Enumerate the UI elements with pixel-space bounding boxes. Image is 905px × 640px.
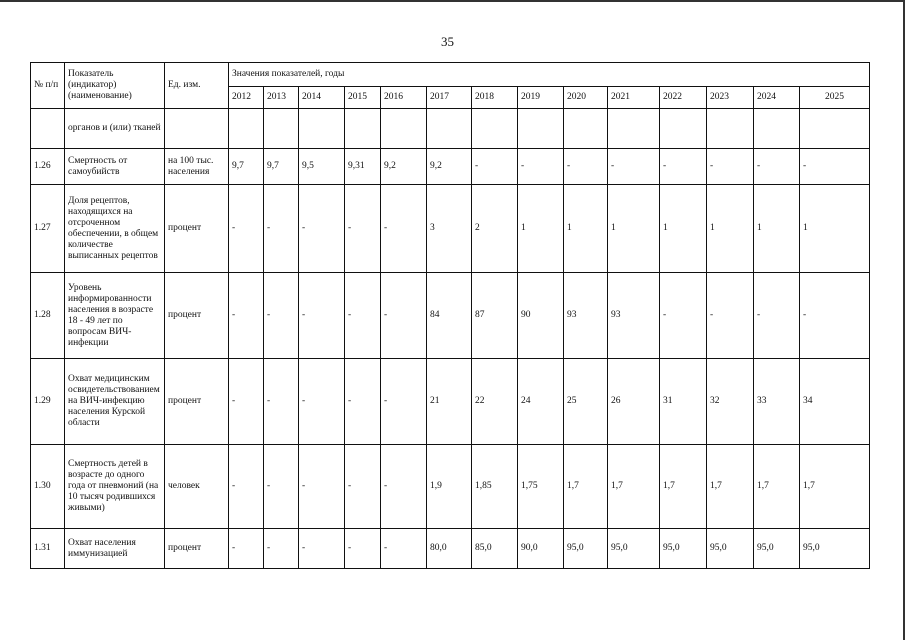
row-value-2017: 1,9 — [427, 445, 472, 529]
row-value-2014 — [299, 109, 345, 149]
page-number: 35 — [441, 34, 454, 49]
row-value-2017: 3 — [427, 185, 472, 273]
row-value-2015: - — [345, 359, 381, 445]
row-value-2013: - — [264, 185, 299, 273]
row-number: 1.29 — [31, 359, 65, 445]
row-value-2023: 1,7 — [707, 445, 754, 529]
row-value-2025 — [800, 109, 870, 149]
table-row — [31, 445, 870, 529]
row-value-2023: 32 — [707, 359, 754, 445]
row-value-2025: 95,0 — [800, 529, 870, 569]
year-2023: 2023 — [707, 87, 754, 109]
row-value-2012: 9,7 — [229, 149, 264, 185]
row-indicator: Охват населения иммунизацией — [65, 529, 165, 569]
row-value-2021: 95,0 — [608, 529, 660, 569]
row-value-2013 — [264, 109, 299, 149]
row-value-2025: 1 — [800, 185, 870, 273]
row-value-2021: 93 — [608, 273, 660, 359]
row-value-2021: 26 — [608, 359, 660, 445]
row-unit: процент — [165, 529, 229, 569]
row-value-2023: 1 — [707, 185, 754, 273]
row-value-2019: 90 — [518, 273, 564, 359]
row-value-2021: 1,7 — [608, 445, 660, 529]
row-value-2021: 1 — [608, 185, 660, 273]
row-value-2020: 25 — [564, 359, 608, 445]
row-value-2018: 2 — [472, 185, 518, 273]
row-value-2024: 1,7 — [754, 445, 800, 529]
row-value-2020: 1 — [564, 185, 608, 273]
row-value-2017: 84 — [427, 273, 472, 359]
row-value-2016: - — [381, 185, 427, 273]
year-2022: 2022 — [660, 87, 707, 109]
row-value-2020: 1,7 — [564, 445, 608, 529]
row-value-2016: - — [381, 273, 427, 359]
row-indicator: Охват медицинским освидетельствованием на ВИЧ-инфекцию населения Курской области — [65, 359, 165, 445]
row-value-2013: - — [264, 273, 299, 359]
row-value-2012: - — [229, 529, 264, 569]
row-value-2014: - — [299, 359, 345, 445]
row-number: 1.30 — [31, 445, 65, 529]
row-unit — [165, 109, 229, 149]
header-num: № п/п — [31, 63, 65, 109]
table-row — [31, 529, 870, 569]
row-value-2024: - — [754, 273, 800, 359]
row-value-2018: - — [472, 149, 518, 185]
header-unit: Ед. изм. — [165, 63, 229, 109]
row-value-2015: - — [345, 445, 381, 529]
row-unit: процент — [165, 359, 229, 445]
row-value-2020: 93 — [564, 273, 608, 359]
row-value-2014: - — [299, 273, 345, 359]
row-value-2016: - — [381, 445, 427, 529]
row-value-2022: 1,7 — [660, 445, 707, 529]
row-value-2013: 9,7 — [264, 149, 299, 185]
row-value-2019: 24 — [518, 359, 564, 445]
row-value-2023: - — [707, 149, 754, 185]
row-value-2017: 21 — [427, 359, 472, 445]
indicators-table — [30, 62, 870, 569]
header-indicator: Показатель (индикатор) (наименование) — [65, 63, 165, 109]
row-number: 1.31 — [31, 529, 65, 569]
row-value-2012: - — [229, 445, 264, 529]
table-row — [31, 185, 870, 273]
row-unit: процент — [165, 273, 229, 359]
row-indicator: Смертность детей в возрасте до одного года от пневмоний (на 10 тысяч родившихся живыми) — [65, 445, 165, 529]
row-value-2016 — [381, 109, 427, 149]
row-value-2025: 1,7 — [800, 445, 870, 529]
row-value-2023: 95,0 — [707, 529, 754, 569]
row-value-2015: - — [345, 185, 381, 273]
row-number — [31, 109, 65, 149]
row-indicator: Доля рецептов, находящихся на отсроченном обеспечении, в общем количестве выписанных рецептов — [65, 185, 165, 273]
year-2024: 2024 — [754, 87, 800, 109]
table-row — [31, 109, 870, 149]
row-value-2013: - — [264, 529, 299, 569]
row-value-2025: - — [800, 273, 870, 359]
row-value-2012: - — [229, 359, 264, 445]
row-value-2019: 1 — [518, 185, 564, 273]
row-unit: на 100 тыс. населения — [165, 149, 229, 185]
row-value-2024: - — [754, 149, 800, 185]
row-value-2018: 22 — [472, 359, 518, 445]
row-value-2020: 95,0 — [564, 529, 608, 569]
row-value-2021: - — [608, 149, 660, 185]
row-value-2022: 95,0 — [660, 529, 707, 569]
year-2016: 2016 — [381, 87, 427, 109]
row-value-2012 — [229, 109, 264, 149]
row-value-2016: - — [381, 359, 427, 445]
row-indicator: органов и (или) тканей — [65, 109, 165, 149]
row-value-2024: 95,0 — [754, 529, 800, 569]
row-value-2019: 90,0 — [518, 529, 564, 569]
row-value-2017: 80,0 — [427, 529, 472, 569]
row-value-2021 — [608, 109, 660, 149]
row-number: 1.27 — [31, 185, 65, 273]
year-2025: 2025 — [800, 87, 870, 109]
year-2018: 2018 — [472, 87, 518, 109]
header-values: Значения показателей, годы — [229, 63, 870, 87]
row-value-2019 — [518, 109, 564, 149]
row-value-2022: - — [660, 149, 707, 185]
row-value-2022: 1 — [660, 185, 707, 273]
row-value-2016: - — [381, 529, 427, 569]
row-value-2014: 9,5 — [299, 149, 345, 185]
row-value-2024: 1 — [754, 185, 800, 273]
table-row — [31, 273, 870, 359]
row-value-2012: - — [229, 185, 264, 273]
year-2015: 2015 — [345, 87, 381, 109]
row-value-2015 — [345, 109, 381, 149]
year-2019: 2019 — [518, 87, 564, 109]
row-value-2014: - — [299, 185, 345, 273]
year-2013: 2013 — [264, 87, 299, 109]
table-body — [31, 109, 870, 569]
row-value-2022 — [660, 109, 707, 149]
row-value-2014: - — [299, 529, 345, 569]
row-value-2015: 9,31 — [345, 149, 381, 185]
row-value-2018: 85,0 — [472, 529, 518, 569]
year-2021: 2021 — [608, 87, 660, 109]
year-2017: 2017 — [427, 87, 472, 109]
row-value-2019: - — [518, 149, 564, 185]
row-value-2018 — [472, 109, 518, 149]
row-value-2014: - — [299, 445, 345, 529]
row-value-2022: - — [660, 273, 707, 359]
year-2014: 2014 — [299, 87, 345, 109]
row-unit: человек — [165, 445, 229, 529]
row-indicator: Уровень информированности населения в возрасте 18 - 49 лет по вопросам ВИЧ-инфекции — [65, 273, 165, 359]
row-value-2013: - — [264, 359, 299, 445]
row-value-2016: 9,2 — [381, 149, 427, 185]
row-number: 1.26 — [31, 149, 65, 185]
year-2012: 2012 — [229, 87, 264, 109]
row-value-2018: 87 — [472, 273, 518, 359]
row-number: 1.28 — [31, 273, 65, 359]
row-value-2015: - — [345, 273, 381, 359]
row-value-2020: - — [564, 149, 608, 185]
row-value-2024 — [754, 109, 800, 149]
row-value-2023: - — [707, 273, 754, 359]
row-value-2025: 34 — [800, 359, 870, 445]
row-value-2020 — [564, 109, 608, 149]
row-value-2017 — [427, 109, 472, 149]
page-top-edge — [0, 0, 905, 2]
row-value-2013: - — [264, 445, 299, 529]
row-value-2025: - — [800, 149, 870, 185]
row-value-2023 — [707, 109, 754, 149]
row-value-2024: 33 — [754, 359, 800, 445]
row-indicator: Смертность от самоубийств — [65, 149, 165, 185]
table-row — [31, 149, 870, 185]
row-value-2012: - — [229, 273, 264, 359]
row-value-2022: 31 — [660, 359, 707, 445]
row-unit: процент — [165, 185, 229, 273]
row-value-2018: 1,85 — [472, 445, 518, 529]
row-value-2017: 9,2 — [427, 149, 472, 185]
table-row — [31, 359, 870, 445]
row-value-2015: - — [345, 529, 381, 569]
year-2020: 2020 — [564, 87, 608, 109]
row-value-2019: 1,75 — [518, 445, 564, 529]
